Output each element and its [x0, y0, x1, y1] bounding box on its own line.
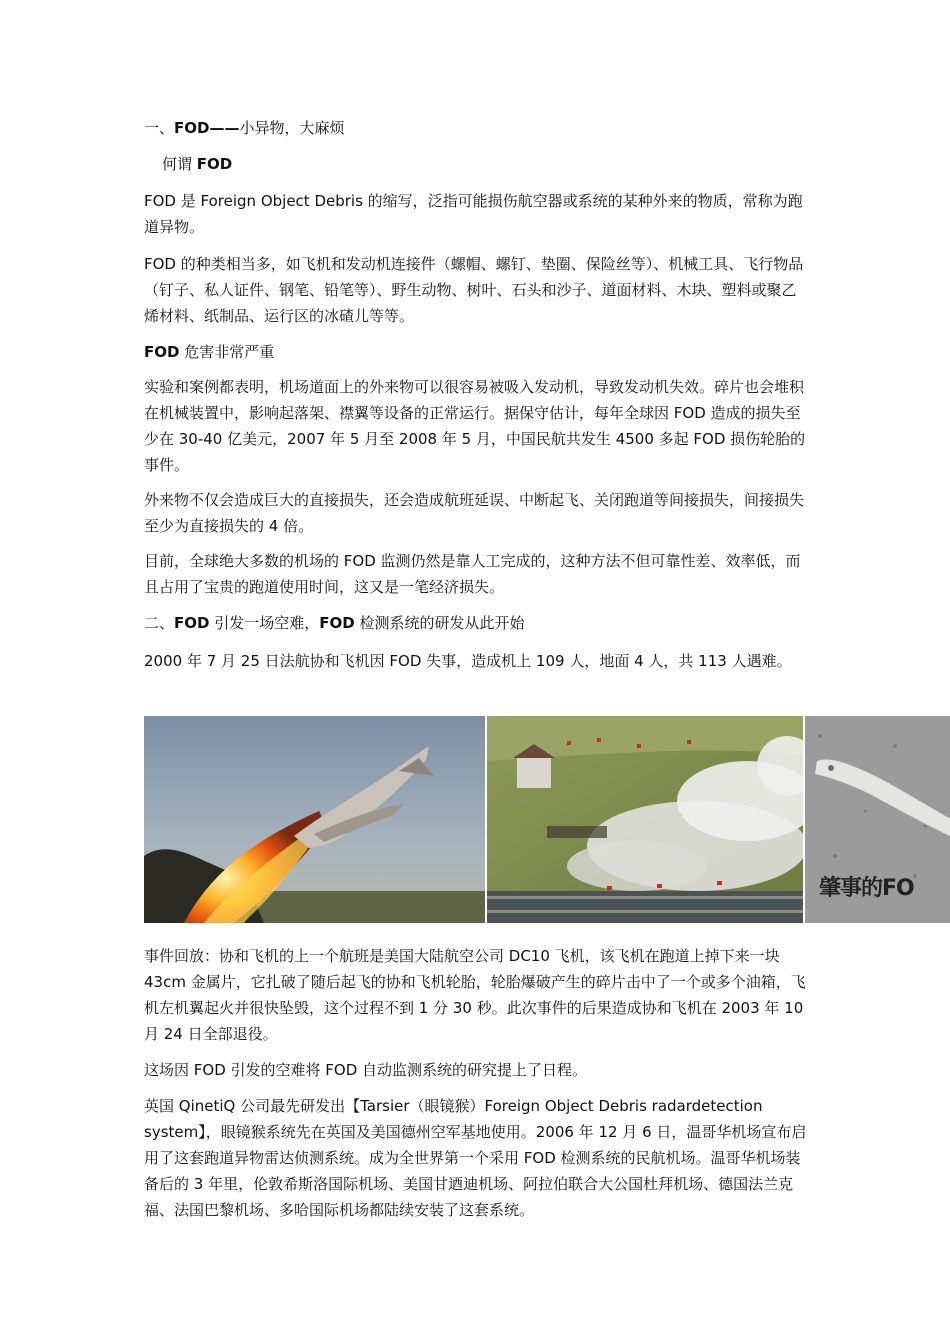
current-monitoring-paragraph: 目前，全球绝大多数的机场的 FOD 监测仍然是靠人工完成的，这种方法不但可靠性差、效率低，而且占用了宝贵的跑道使用时间，这又是一笔经济损失。 [144, 552, 801, 596]
crash-photo-strip [144, 716, 950, 923]
crash-site-photo [487, 716, 803, 923]
indirect-loss-paragraph: 外来物不仅会造成巨大的直接损失，还会造成航班延误、中断起飞、关闭跑道等间接损失，间接损失至少为直接损失的 4 倍。 [144, 491, 805, 535]
section2-heading [144, 610, 808, 636]
concorde-fire-photo [144, 716, 485, 923]
section1-heading [144, 115, 808, 141]
experiments-paragraph: 实验和案例都表明，机场道面上的外来物可以很容易被吸入发动机，导致发动机失效。碎片也会堆积在机械装置中，影响起落架、襟翼等设备的正常运行。据保守估计，每年全球因 FOD 造成的损失至少在 30-40 亿美元，2007 年 5 月至 2008 年 5 月，中国民航共发生 4500 多起 FOD 损伤轮胎的事件。 [144, 378, 806, 474]
danger-heading-rest: 危害非常严重 [179, 343, 275, 361]
section2-mid: 引发一场空难， [209, 614, 320, 632]
what-is-bold: FOD [196, 155, 233, 173]
danger-heading [144, 339, 808, 365]
section1-heading-rest: 小异物，大麻烦 [239, 119, 345, 137]
section2-prefix: 二、 [144, 614, 175, 632]
what-is-prefix: 何谓 [162, 155, 197, 173]
section1-heading-prefix: 一、 [144, 119, 175, 137]
crash-paragraph: 2000 年 7 月 25 日法航协和飞机因 FOD 失事，造成机上 109 人，地面 4 人，共 113 人遇难。 [144, 652, 792, 670]
agenda-paragraph: 这场因 FOD 引发的空难将 FOD 自动监测系统的研究提上了日程。 [144, 1061, 588, 1079]
what-is-fod-heading [162, 151, 826, 177]
section2-bold1: FOD [174, 614, 210, 632]
section1-heading-bold: FOD—— [174, 119, 240, 137]
photo-caption: 肇事的FO [819, 876, 914, 901]
definition-paragraph: FOD 是 Foreign Object Debris 的缩写，泛指可能损伤航空器或系统的某种外来的物质，常称为跑道异物。 [144, 192, 803, 236]
section2-rest: 检测系统的研发从此开始 [354, 614, 525, 632]
types-paragraph: FOD 的种类相当多，如飞机和发动机连接件（螺帽、螺钉、垫圈、保险丝等）、机械工具、飞行物品（钉子、私人证件、钢笔、铅笔等）、野生动物、树叶、石头和沙子、道面材料、木块、塑料或聚乙烯材料、纸制品、运行区的冰碴儿等等。 [144, 255, 804, 325]
metal-strip-photo [805, 716, 950, 923]
incident-replay-paragraph: 事件回放：协和飞机的上一个航班是美国大陆航空公司 DC10 飞机，该飞机在跑道上掉下来一块 43cm 金属片，它扎破了随后起飞的协和飞机轮胎，轮胎爆破产生的碎片击中了一个或多个油箱，飞机左机翼起火并很快坠毁，这个过程不到 1 分 30 秒。此次事件的后果造成协和飞机在 2003 年 10 月 24 日全部退役。 [144, 947, 806, 1043]
tarsier-paragraph: 英国 QinetiQ 公司最先研发出【Tarsier（眼镜猴）Foreign Object Debris radardetection system】，眼镜猴系统先在英国及美国德州空军基地使用。2006 年 12 月 6 日，温哥华机场宣布启用了这套跑道异物雷达侦测系统。成为全世界第一个采用 FOD 检测系统的民航机场。温哥华机场装备后的 3 年里，伦敦希斯洛国际机场、美国甘迺迪机场、阿拉伯联合大公国杜拜机场、德国法兰克福、法国巴黎机场、多哈国际机场都陆续安装了这套系统。 [144, 1097, 807, 1219]
section2-bold2: FOD [319, 614, 355, 632]
danger-heading-bold: FOD [144, 343, 180, 361]
